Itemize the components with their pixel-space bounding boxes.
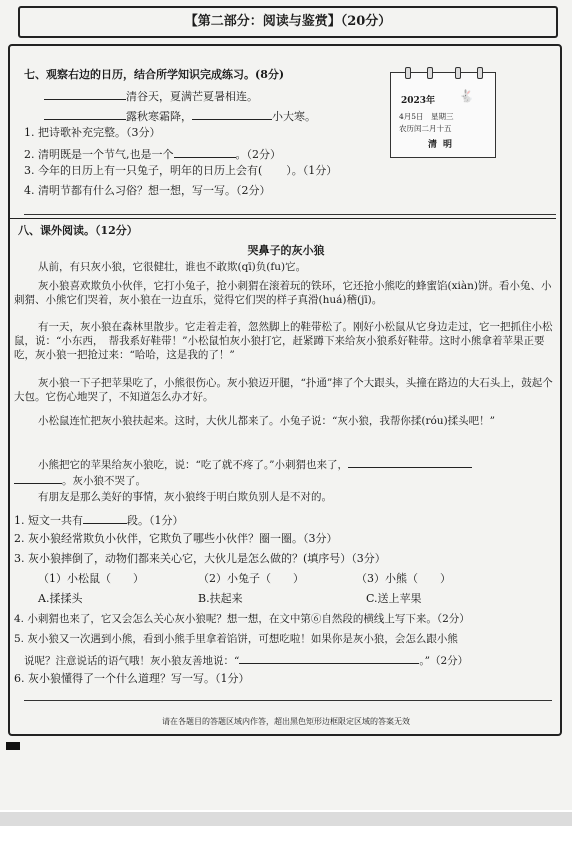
footer-note: 请在各题目的答题区域内作答，超出黑色矩形边框限定区域的答案无效 (162, 717, 410, 726)
q7-item-3: 3. 今年的日历上有一只兔子，明年的日历上会有( ）。（1分） (24, 164, 338, 177)
q8-choice-c: C.送上苹果 (366, 592, 422, 605)
q8-choice-a: A.揉揉头 (38, 592, 83, 605)
q7-poem-line-2: 露秋寒霜降， 小大寒。 (44, 108, 316, 124)
q8-item-5-line-1: 5. 灰小狼又一次遇到小熊，看到小熊手里拿着馅饼，可想吃啦！如果你是灰小狼，会怎么跟小熊 (14, 633, 458, 645)
q8-item-3-option-2[interactable]: （2）小兔子（ ） (198, 572, 304, 585)
q8-item-3-option-3[interactable]: （3）小熊（ ） (356, 572, 451, 585)
q7-item-2-blank[interactable] (174, 146, 236, 158)
section-header (18, 6, 558, 38)
calendar-lunar-date: 农历闰二月十五 (399, 124, 452, 133)
para6-blank-b[interactable] (14, 472, 62, 484)
q8-item-1-blank[interactable] (83, 512, 127, 524)
calendar-year: 2023年 (401, 96, 436, 106)
q7-heading: 七、观察右边的日历，结合所学知识完成练习。(8分) (24, 68, 285, 81)
para6-blank-a[interactable] (348, 456, 472, 468)
poem-blank-1[interactable] (44, 88, 126, 100)
q7-item-2: 2. 清明既是一个节气,也是一个 。（2分） (24, 148, 281, 161)
q7-item-4: 4. 清明节都有什么习俗？想一想，写一写。（2分） (24, 184, 271, 197)
q8-item-4: 4. 小刺猬也来了，它又会怎么关心灰小狼呢？想一想，在文中第⑥自然段的横线上写下来。（2分） (14, 613, 470, 625)
story-paragraph-6: 小熊把它的苹果给灰小狼吃，说：“吃了就不疼了。”小刺猬也来了， 。灰小狼不哭了。 (14, 456, 554, 488)
story-paragraph-5: 小松鼠连忙把灰小狼扶起来。这时，大伙儿都来了。小兔子说：“灰小狼，我帮你揉(róu)揉头吧！” (38, 415, 496, 427)
q8-item-3-option-1[interactable]: （1）小松鼠（ ） (38, 572, 144, 585)
calendar-solar-term: 清明 (427, 140, 458, 150)
q8-item-1: 1. 短文一共有 段。（1分） (14, 514, 184, 527)
section-divider (10, 218, 556, 219)
story-paragraph-4: 灰小狼一下子把苹果吃了，小熊很伤心。灰小狼迈开腿，“扑通”摔了个大跟头，头撞在路边的大石头上，鼓起个大包。它伤心地哭了，不知道怎么办才好。 (14, 377, 553, 403)
calendar-card (390, 72, 496, 158)
q8-item-5-blank[interactable] (239, 652, 419, 664)
poem-blank-3[interactable] (192, 108, 272, 120)
q8-item-3: 3. 灰小狼摔倒了，动物们都来关心它，大伙儿是怎么做的？(填序号）（3分） (14, 552, 386, 565)
q7-answer-line[interactable] (24, 214, 556, 215)
q8-choice-b: B.扶起来 (198, 592, 243, 605)
story-paragraph-1: 从前，有只灰小狼，它很健壮，谁也不敢欺(qī)负(fu)它。 (38, 261, 307, 273)
q8-item-6: 6. 灰小狼懂得了一个什么道理？写一写。（1分） (14, 672, 250, 685)
q8-item-5-line-2: 说呢？注意说话的语气哦！灰小狼友善地说：“ 。”（2分） (24, 652, 468, 668)
poem-blank-2[interactable] (44, 108, 126, 120)
story-paragraph-2: 灰小狼喜欢欺负小伙伴，它打小兔子，抢小刺猬在滚着玩的铁环，它还抢小熊吃的蜂蜜馅(xiàn)饼。看小兔、小刺猬、小熊它们哭着，灰小狼在一边直乐，觉得它们哭的样子真滑(huá)稽(jī)。 (14, 280, 552, 306)
bottom-scrollbar[interactable] (0, 812, 572, 826)
q8-heading: 八、课外阅读。（12分） (18, 224, 138, 237)
q7-poem-line-1: 清谷天，夏满芒夏暑相连。 (44, 88, 258, 104)
calendar-date: 4月5日 星期三 (399, 112, 454, 121)
story-paragraph-3: 有一天，灰小狼在森林里散步。它走着走着，忽然脚上的鞋带松了。刚好小松鼠从它身边走过，它一把抓住小松鼠，说：“小东西， 帮我系好鞋带！”小松鼠怕灰小狼打它，赶紧蹲下来给灰小狼系好鞋带。这时小熊拿着苹果正要吃，灰小狼一把抢过来：“哈哈，这是我的了！” (14, 321, 553, 361)
registration-mark (6, 742, 20, 750)
story-title: 哭鼻子的灰小狼 (247, 244, 325, 257)
q8-item-2: 2. 灰小狼经常欺负小伙伴，它欺负了哪些小伙伴？圈一圈。（3分） (14, 532, 338, 545)
section-title: 【第二部分：阅读与鉴赏】（20分） (184, 14, 392, 29)
calendar-rings (391, 67, 495, 77)
q7-item-1: 1. 把诗歌补充完整。（3分） (24, 126, 161, 139)
rabbit-icon: 🐇 (459, 89, 474, 103)
q8-item-6-answer-line[interactable] (24, 700, 552, 701)
story-paragraph-7: 有朋友是那么美好的事情，灰小狼终于明白欺负别人是不对的。 (38, 491, 332, 503)
